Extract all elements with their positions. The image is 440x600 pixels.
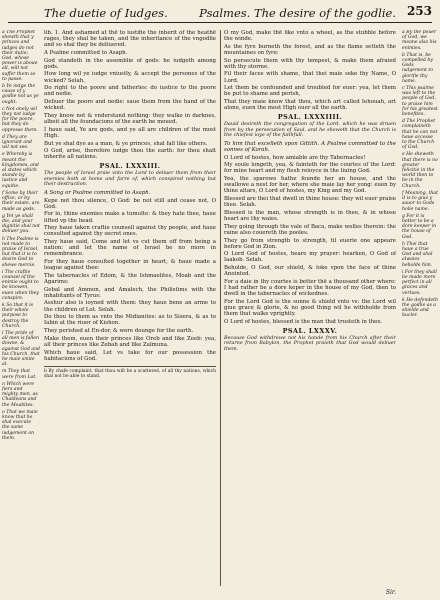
verse: O Lord of hostes, how amiable are thy Tabernacles! — [224, 154, 366, 161]
verse: Which haue said, Let vs take for our possession the habitacions of God. — [44, 349, 216, 362]
verse: Gebal and Ammon, and Amalech, the Philistims with the inhabitants of Tyrus: — [44, 286, 216, 299]
verse: Do right to the poore and fatherles: do iustice to the poore and nedie. — [44, 85, 216, 98]
verse: That they maie know that thou, which art called Iehouah, art alone, euen the most High ouer all the earth. — [224, 99, 396, 112]
verse: O my God, make thē like vnto a wheel, as the stubble before the winde. — [224, 30, 396, 43]
verse: So persecute them with thy tempest, & make them afraied with thy storme. — [224, 57, 396, 70]
margin-note: a By the pouer of God, we meane also his enimies. — [402, 30, 437, 51]
verse: Fil their faces with shame, that thei maie seke thy Name, O Lord. — [224, 71, 396, 84]
margin-note: b That is, be compelled by Gods iudgement to glorifie thy name. — [402, 52, 433, 84]
margin-note: e Whereby is meant the kingdomes, and al states which stande by iustice and equitie. — [2, 152, 39, 189]
footnote: b By chafe complaint, that thou wilt be a scattered, of all thy nations, which shal not be able to stand. — [44, 366, 216, 379]
verse: They haue taken craftie counsell against thy people, and haue consulted against thy secret ones. — [44, 225, 216, 238]
verse: I haue said, Ye are gods, and ye all are children of the most High. — [44, 126, 216, 139]
margin-note: g Yet ye shall die, and your dignitie shal not deliuer you. — [2, 213, 40, 235]
verse: Yea, the sparowe hathe founde her an house, and the swallowe a nest for her, where she maie lay her yong: euen by thine altars, O Lord of hostes, my King and my God. — [224, 176, 396, 195]
verse: O Lord of hostes, blessed is the man that trusteth in thee. — [224, 318, 383, 325]
header-right-title: Psalmes. The desire of the godlie. — [199, 6, 396, 20]
header-left-title: The duetie of Iudges. — [44, 6, 168, 20]
margin-note: c Not onely wil they not iudge for the poore, but they do oppresse them. — [2, 106, 38, 133]
margin-note: f Some by their office, or by their estate, are made as gods. — [2, 190, 40, 212]
header-rule — [8, 22, 432, 23]
psalm-84-title: PSAL. LXXXIIII. — [277, 113, 343, 122]
verse: Deliuer the poore and nedie: saue them from the hand of the wicked. — [44, 99, 216, 112]
margin-note: a The Prophet shewth that y princes and iudges do not their dutie; God, whose power is aboue all, will not suffer them so to passe. — [2, 30, 38, 82]
page-number: 253 — [406, 4, 432, 18]
verse: Beholde, O God, our shield, & loke vpon the face of thine Anointed. — [224, 265, 396, 278]
verse: To him that excelleth vpon Gittith. A Psalme committed to the sonnes of Korah. — [224, 140, 396, 153]
psalm-82-text — [44, 30, 216, 160]
catchword: Sir. — [385, 589, 396, 596]
margin-note: e He sheweth that there is no greater felicitie in the world then to be in the Church. — [402, 152, 438, 189]
margin-note: c This psalme was left to the people of God, to praise him for his greatest benefites. — [402, 86, 438, 118]
psalm-83-continued — [224, 30, 396, 111]
verse: Asshur also is ioyned with them: they haue bene an arme to the children of Lot. Selah. — [44, 300, 216, 313]
psalm-85-argument: Because God withdrewe not his hande from his Church after their returne from Babylon, the Prophet praieth that God would deliuer them. — [224, 334, 396, 352]
margin-note: d The Prophet complaineth that he can not haue accesse to the Church of God. — [402, 119, 438, 151]
psalm-83-title: PSAL. LXXXIII. — [99, 162, 161, 171]
margin-note: i The craftie counsel of the enimie ought to be knowen, euen when they conspire. — [2, 269, 39, 301]
verse: They going through the vale of Baca, make welles therein: the raine also couereth the pooles. — [224, 223, 396, 236]
verse: lib. 1. And ashamed at thē to iustifie the inherit of the heathē rages, they shal be taken, and the inheritance of the vngodlie and so shal they be deliuered. — [44, 30, 216, 49]
verse: Make them, euen their princes like Oreb and like Zeeb: yea, all their princes like Zebah and like Zalmuna. — [44, 335, 216, 348]
verse: Kepe not thou silence, O God: be not still and cease not, O God. — [44, 197, 216, 210]
verse: O Lord God of hostes, heare my prayer: hearken, O God of Iaakob. Selah. — [224, 251, 396, 264]
margin-note: h Thei that haue a true God and shal alwaies beholde him. — [402, 241, 433, 268]
psalm-84-argument: Dauid desireth the congregation of the Lord, which he was driuen from by the persecution of Saul, and he sheweth that the Church is the chiefest ioye of the faithfull. — [224, 121, 396, 139]
column-one — [44, 30, 221, 586]
psalm-84-text — [224, 141, 396, 325]
verse: As the fyre burneth the forest, and as the flame setteth the mountaines on fyre: — [224, 43, 396, 56]
verse: My soule longeth, yea, & fainteth for the courtes of the Lord: for mine heart and my flesh reioyce in the liuing God. — [224, 162, 396, 175]
running-header — [8, 4, 432, 22]
verse: But ye shal dye as a man, & ye princes, shal fall like others. — [44, 140, 208, 147]
psalm-85-title: PSAL. LXXXV. — [282, 327, 338, 336]
verse: Blessed are thei that dwell in thine house: they wil euer praise thee. Selah. — [224, 196, 396, 209]
verse: For they haue consulted together in heart, & haue made a league against thee: — [44, 258, 216, 272]
margin-note: k So that it is their whole purpose to destroy the Church. — [2, 302, 34, 329]
verse: For a daie in thy courtes is better thē a thousand other where: I had rather be a dore keper in the house of my God, then to dwell in the tabernacles of wickednes. — [224, 278, 396, 298]
verse: They go from strength to strength, til euerie one appeare before God in Zion. — [224, 237, 396, 250]
psalm-83-argument: The people of Israel praie vnto the Lord to deliuer them from their enemies both at home and farre of, which conspired nothing but their destruction. — [44, 170, 216, 188]
verse: Let them be confounded and troubled for euer: yea, let them be put to shame and perish, — [224, 85, 396, 98]
margin-note: n Which were fiers and mighty men, as Chaldeans and the Moabites. — [2, 381, 38, 408]
margin-note: g For it is better to be a dore keeper in the house of God. — [402, 213, 437, 240]
margin-note: f Meaning, that it is to giue y sauor to Gods holie name. — [402, 190, 438, 212]
margin-note: i For they shall be made more perfect in all graces and vertues. — [402, 269, 437, 296]
verse: The tabernacles of Edom, & the Ishmaelites, Moab and the Agarims: — [44, 272, 216, 285]
margin-note: d They are ignorant and wil not see. — [2, 134, 32, 151]
verse: O God, arise, therefore iudge thou the earth: for thou shalt inherite all nations. — [44, 148, 216, 161]
verse: A Psalme committed to Asaph. — [44, 49, 128, 56]
margin-note: o That we maie know that he shal execute the same iudgement on them. — [2, 409, 38, 441]
verse: A Song or Psalme committed to Asaph. — [44, 189, 151, 196]
right-margin-notes — [402, 30, 438, 584]
margin-note: l The pride of all men is fallen downe, & against God and his Church, that he maie smite al. — [2, 330, 40, 368]
verse: Do thou to them as vnto the Midianites: as to Sisera, & as to Iabin at the riuer of Kishon. — [44, 314, 216, 327]
left-margin-notes — [2, 30, 40, 584]
verse: For lo, thine enemies make a tumulte: & they hate thee, haue lifted vp the head. — [44, 211, 216, 224]
verse: They know not & vnderstand nothing: they walke in darknes, albeit all the foundacions of the earth be moued. — [44, 112, 216, 126]
verse: Blessed is the man, whose strength is in thee, & in whose heart are thy waies. — [224, 209, 396, 223]
column-two — [224, 30, 396, 586]
margin-note: k He defendeth the godlie as a shielde and bucler. — [402, 297, 438, 319]
verse: For the Lord God is the sunne & shield vnto vs: the Lord wil giue grace & glorie, & no good thing wil he withholde from them that walke vprightly. — [224, 298, 396, 318]
verse: How long wil ye iudge vniustly, & accept the persones of the wicked? Selah. — [44, 71, 216, 84]
verse: God standeth in the assemblie of gods: he iudgeth among gods. — [44, 57, 216, 70]
margin-note: h The Psalme is not made to praise of Israel, but that it is to desire God to shewe mercie. — [2, 236, 39, 268]
verse: They perished at En-dor, & were dounge for the earth. — [44, 328, 194, 335]
margin-note: m They that were from Lot. — [2, 369, 37, 380]
margin-note: b Ye indge the cause of y godlie not as ye ought. — [2, 84, 39, 105]
verse: They haue said, Come and let vs cut them off from being a nation: and let the name of Israel be no more in remembrance. — [44, 239, 216, 258]
psalm-83-text — [44, 190, 216, 362]
